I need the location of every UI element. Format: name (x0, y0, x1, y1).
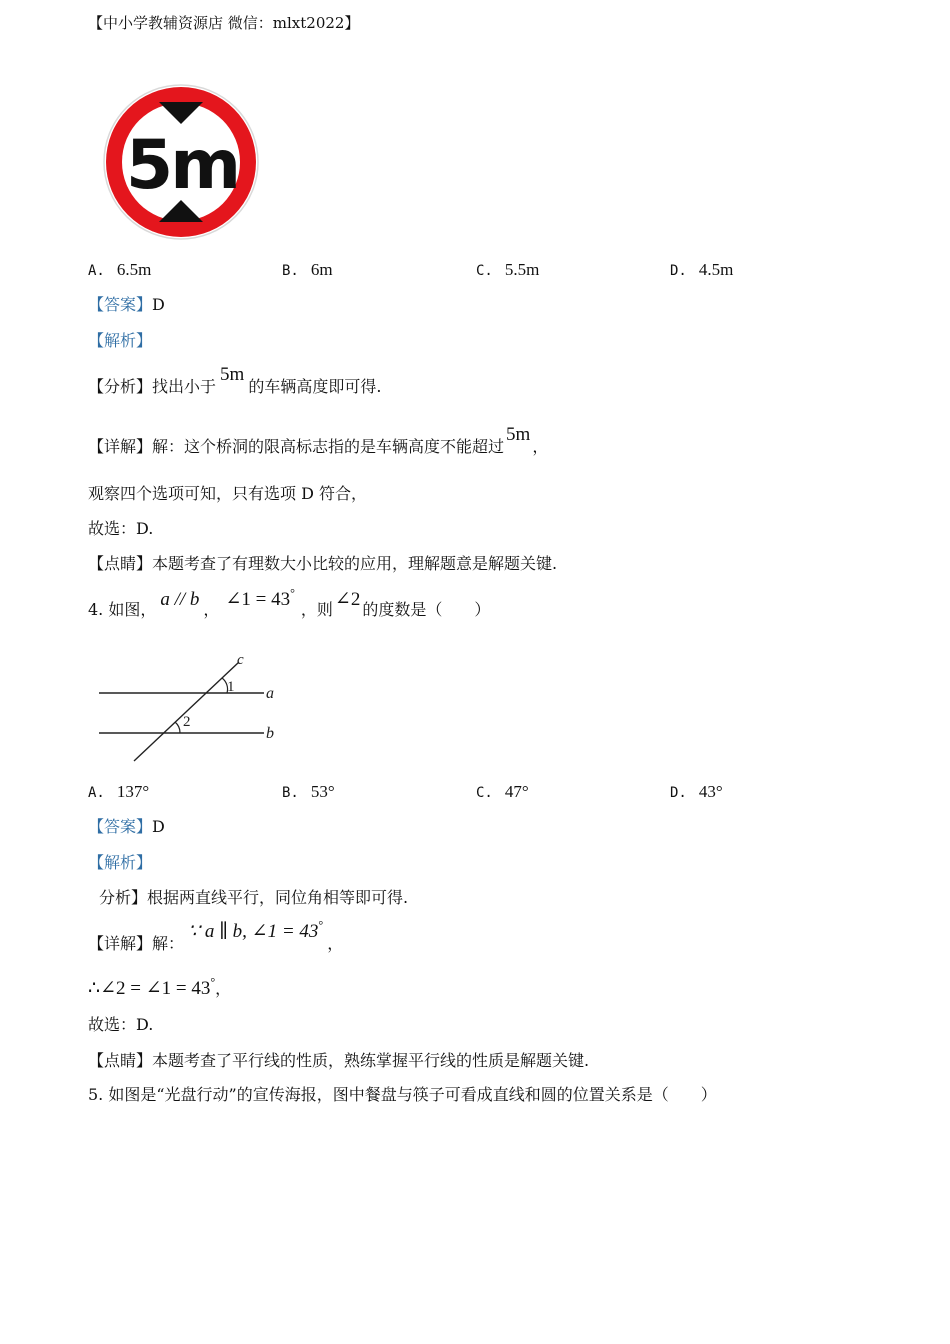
parallel-lines-figure (96, 650, 286, 765)
q3-option-c: C. 5.5m (476, 260, 540, 279)
q4-xiangjie: 【详解】解：∵ a ∥ b, ∠1 = 43°， (88, 918, 344, 953)
figure-label-a: a (266, 685, 274, 702)
q4-option-b: B. 53° (282, 782, 335, 801)
q4-analysis-tag: 【解析】 (88, 853, 153, 872)
q3-option-d: D. 4.5m (670, 260, 734, 279)
q4-stem: 4. 如图， a // b ， ∠1 = 43°，则 ∠2 的度数是（ ） (88, 586, 491, 619)
header-watermark: 【中小学教辅资源店 微信：mlxt2022】 (88, 14, 360, 32)
q4-line3: 故选：D. (88, 1015, 154, 1034)
q3-analysis-tag: 【解析】 (88, 331, 153, 350)
q5-stem: 5. 如图是“光盘行动”的宣传海报，图中餐盘与筷子可看成直线和圆的位置关系是（ ） (88, 1085, 717, 1104)
q4-option-d: D. 43° (670, 782, 723, 801)
q4-therefore: ∴∠2 = ∠1 = 43°， (88, 975, 232, 999)
q3-xiangjie: 【详解】解：这个桥洞的限高标志指的是车辆高度不能超过5m， (88, 424, 549, 456)
height-limit-sign-icon (102, 82, 260, 242)
q4-option-a: A. 137° (88, 782, 150, 801)
figure-label-1: 1 (227, 679, 235, 695)
q3-line3: 故选：D. (88, 519, 154, 538)
q3-option-a: A. 6.5m (88, 260, 152, 279)
sign-text: 5m (125, 126, 239, 205)
q4-option-c: C. 47° (476, 782, 529, 801)
q3-answer: 【答案】D (88, 295, 165, 314)
q3-line2: 观察四个选项可知，只有选项 D 符合， (88, 484, 368, 503)
q3-option-b: B. 6m (282, 260, 333, 279)
q4-fenxi: 分析】根据两直线平行，同位角相等即可得. (99, 888, 409, 907)
q3-fenxi: 【分析】找出小于5m的车辆高度即可得. (88, 364, 382, 396)
figure-label-2: 2 (183, 714, 191, 730)
q4-answer: 【答案】D (88, 817, 165, 836)
figure-label-c: c (237, 652, 244, 668)
q3-dianjing: 【点睛】本题考查了有理数大小比较的应用，理解题意是解题关键. (88, 554, 558, 573)
figure-label-b: b (266, 725, 274, 742)
q4-dianjing: 【点睛】本题考查了平行线的性质，熟练掌握平行线的性质是解题关键. (88, 1051, 590, 1070)
